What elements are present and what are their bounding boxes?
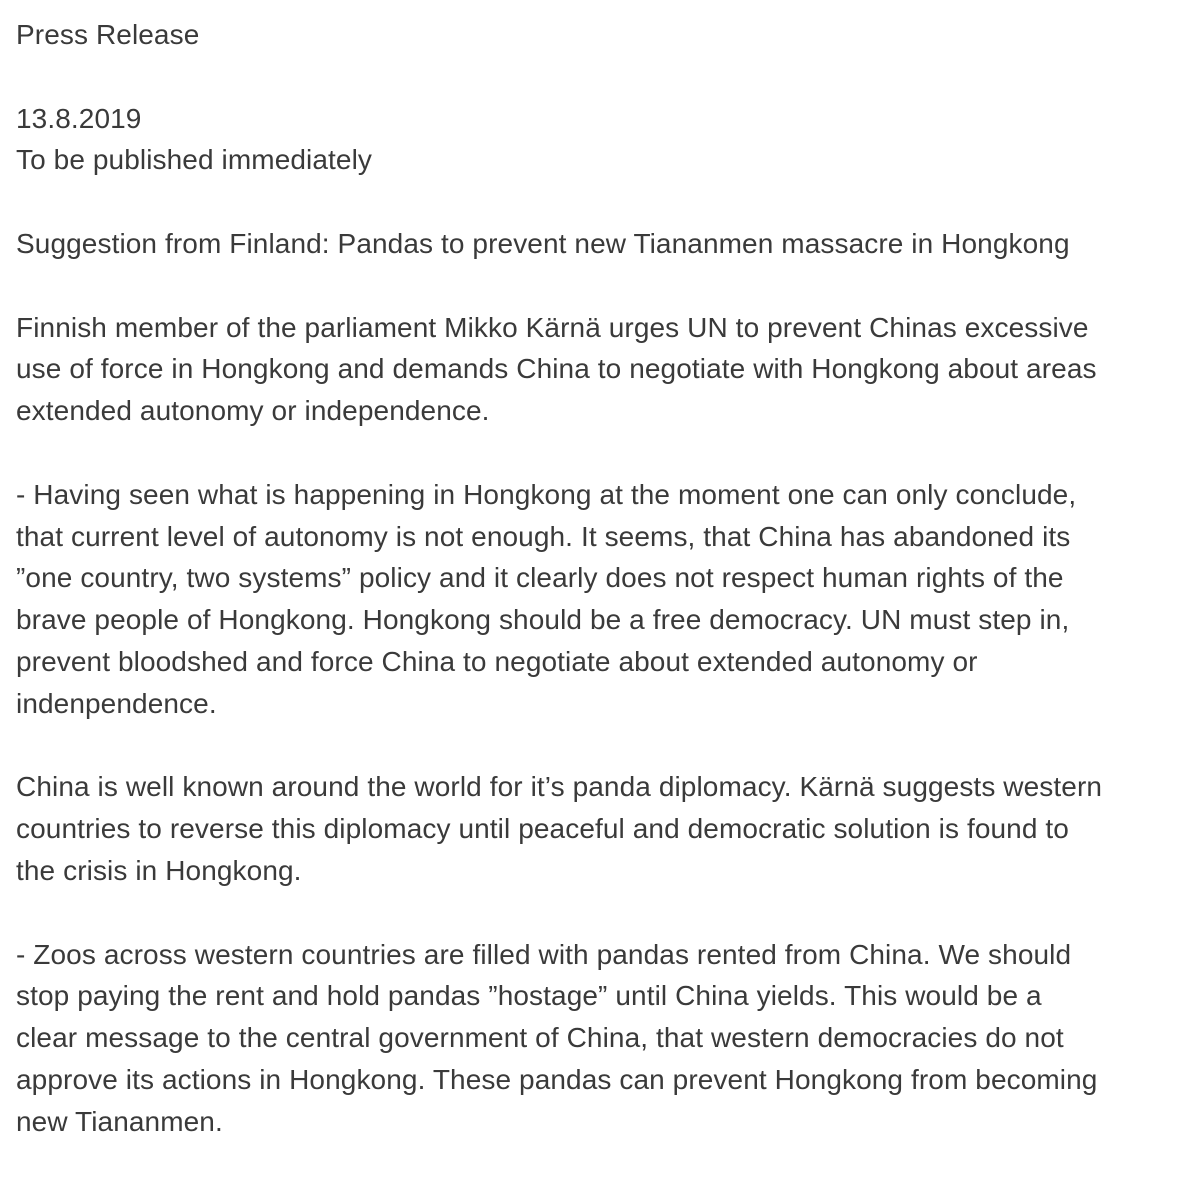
- paragraph-line: that current level of autonomy is not enough. It seems, that China has abandoned its: [16, 520, 1071, 552]
- release-title: Suggestion from Finland: Pandas to prevent new Tiananmen massacre in Hongkong: [16, 227, 1070, 259]
- spacer: [16, 181, 1180, 223]
- paragraph-line: China is well known around the world for it’s panda diplomacy. Kärnä suggests western: [16, 771, 1103, 803]
- embargo-note: To be published immediately: [16, 144, 373, 176]
- paragraph-intro: [16, 307, 1180, 432]
- release-date: 13.8.2019: [16, 102, 142, 134]
- spacer: [16, 432, 1180, 474]
- press-release-document: [16, 14, 1180, 1143]
- spacer: [16, 892, 1180, 934]
- spacer: [16, 265, 1180, 307]
- paragraph-line: approve its actions in Hongkong. These pandas can prevent Hongkong from becoming: [16, 1063, 1098, 1095]
- paragraph-line: extended autonomy or independence.: [16, 395, 490, 427]
- paragraph-line: prevent bloodshed and force China to negotiate about extended autonomy or: [16, 645, 978, 677]
- paragraph-line: countries to reverse this diplomacy until peaceful and democratic solution is found to: [16, 813, 1069, 845]
- paragraph-panda-diplomacy: [16, 766, 1180, 891]
- paragraph-quote-autonomy: [16, 474, 1180, 725]
- paragraph-line: brave people of Hongkong. Hongkong should be a free democracy. UN must step in,: [16, 604, 1070, 636]
- document-heading: Press Release: [16, 19, 200, 50]
- paragraph-line: use of force in Hongkong and demands China to negotiate with Hongkong about areas: [16, 353, 1097, 385]
- paragraph-line: - Having seen what is happening in Hongkong at the moment one can only conclude,: [16, 478, 1077, 510]
- spacer: [16, 56, 1180, 98]
- paragraph-line: new Tiananmen.: [16, 1105, 223, 1137]
- paragraph-line: stop paying the rent and hold pandas ”hostage” until China yields. This would be a: [16, 980, 1042, 1012]
- paragraph-line: the crisis in Hongkong.: [16, 854, 302, 886]
- paragraph-line: ”one country, two systems” policy and it clearly does not respect human rights of the: [16, 562, 1064, 594]
- paragraph-line: clear message to the central government of China, that western democracies do not: [16, 1022, 1064, 1054]
- paragraph-line: indenpendence.: [16, 687, 217, 719]
- paragraph-quote-zoos: [16, 934, 1180, 1143]
- paragraph-line: Finnish member of the parliament Mikko Kärnä urges UN to prevent Chinas excessive: [16, 311, 1089, 343]
- spacer: [16, 725, 1180, 767]
- paragraph-line: - Zoos across western countries are filled with pandas rented from China. We should: [16, 938, 1072, 970]
